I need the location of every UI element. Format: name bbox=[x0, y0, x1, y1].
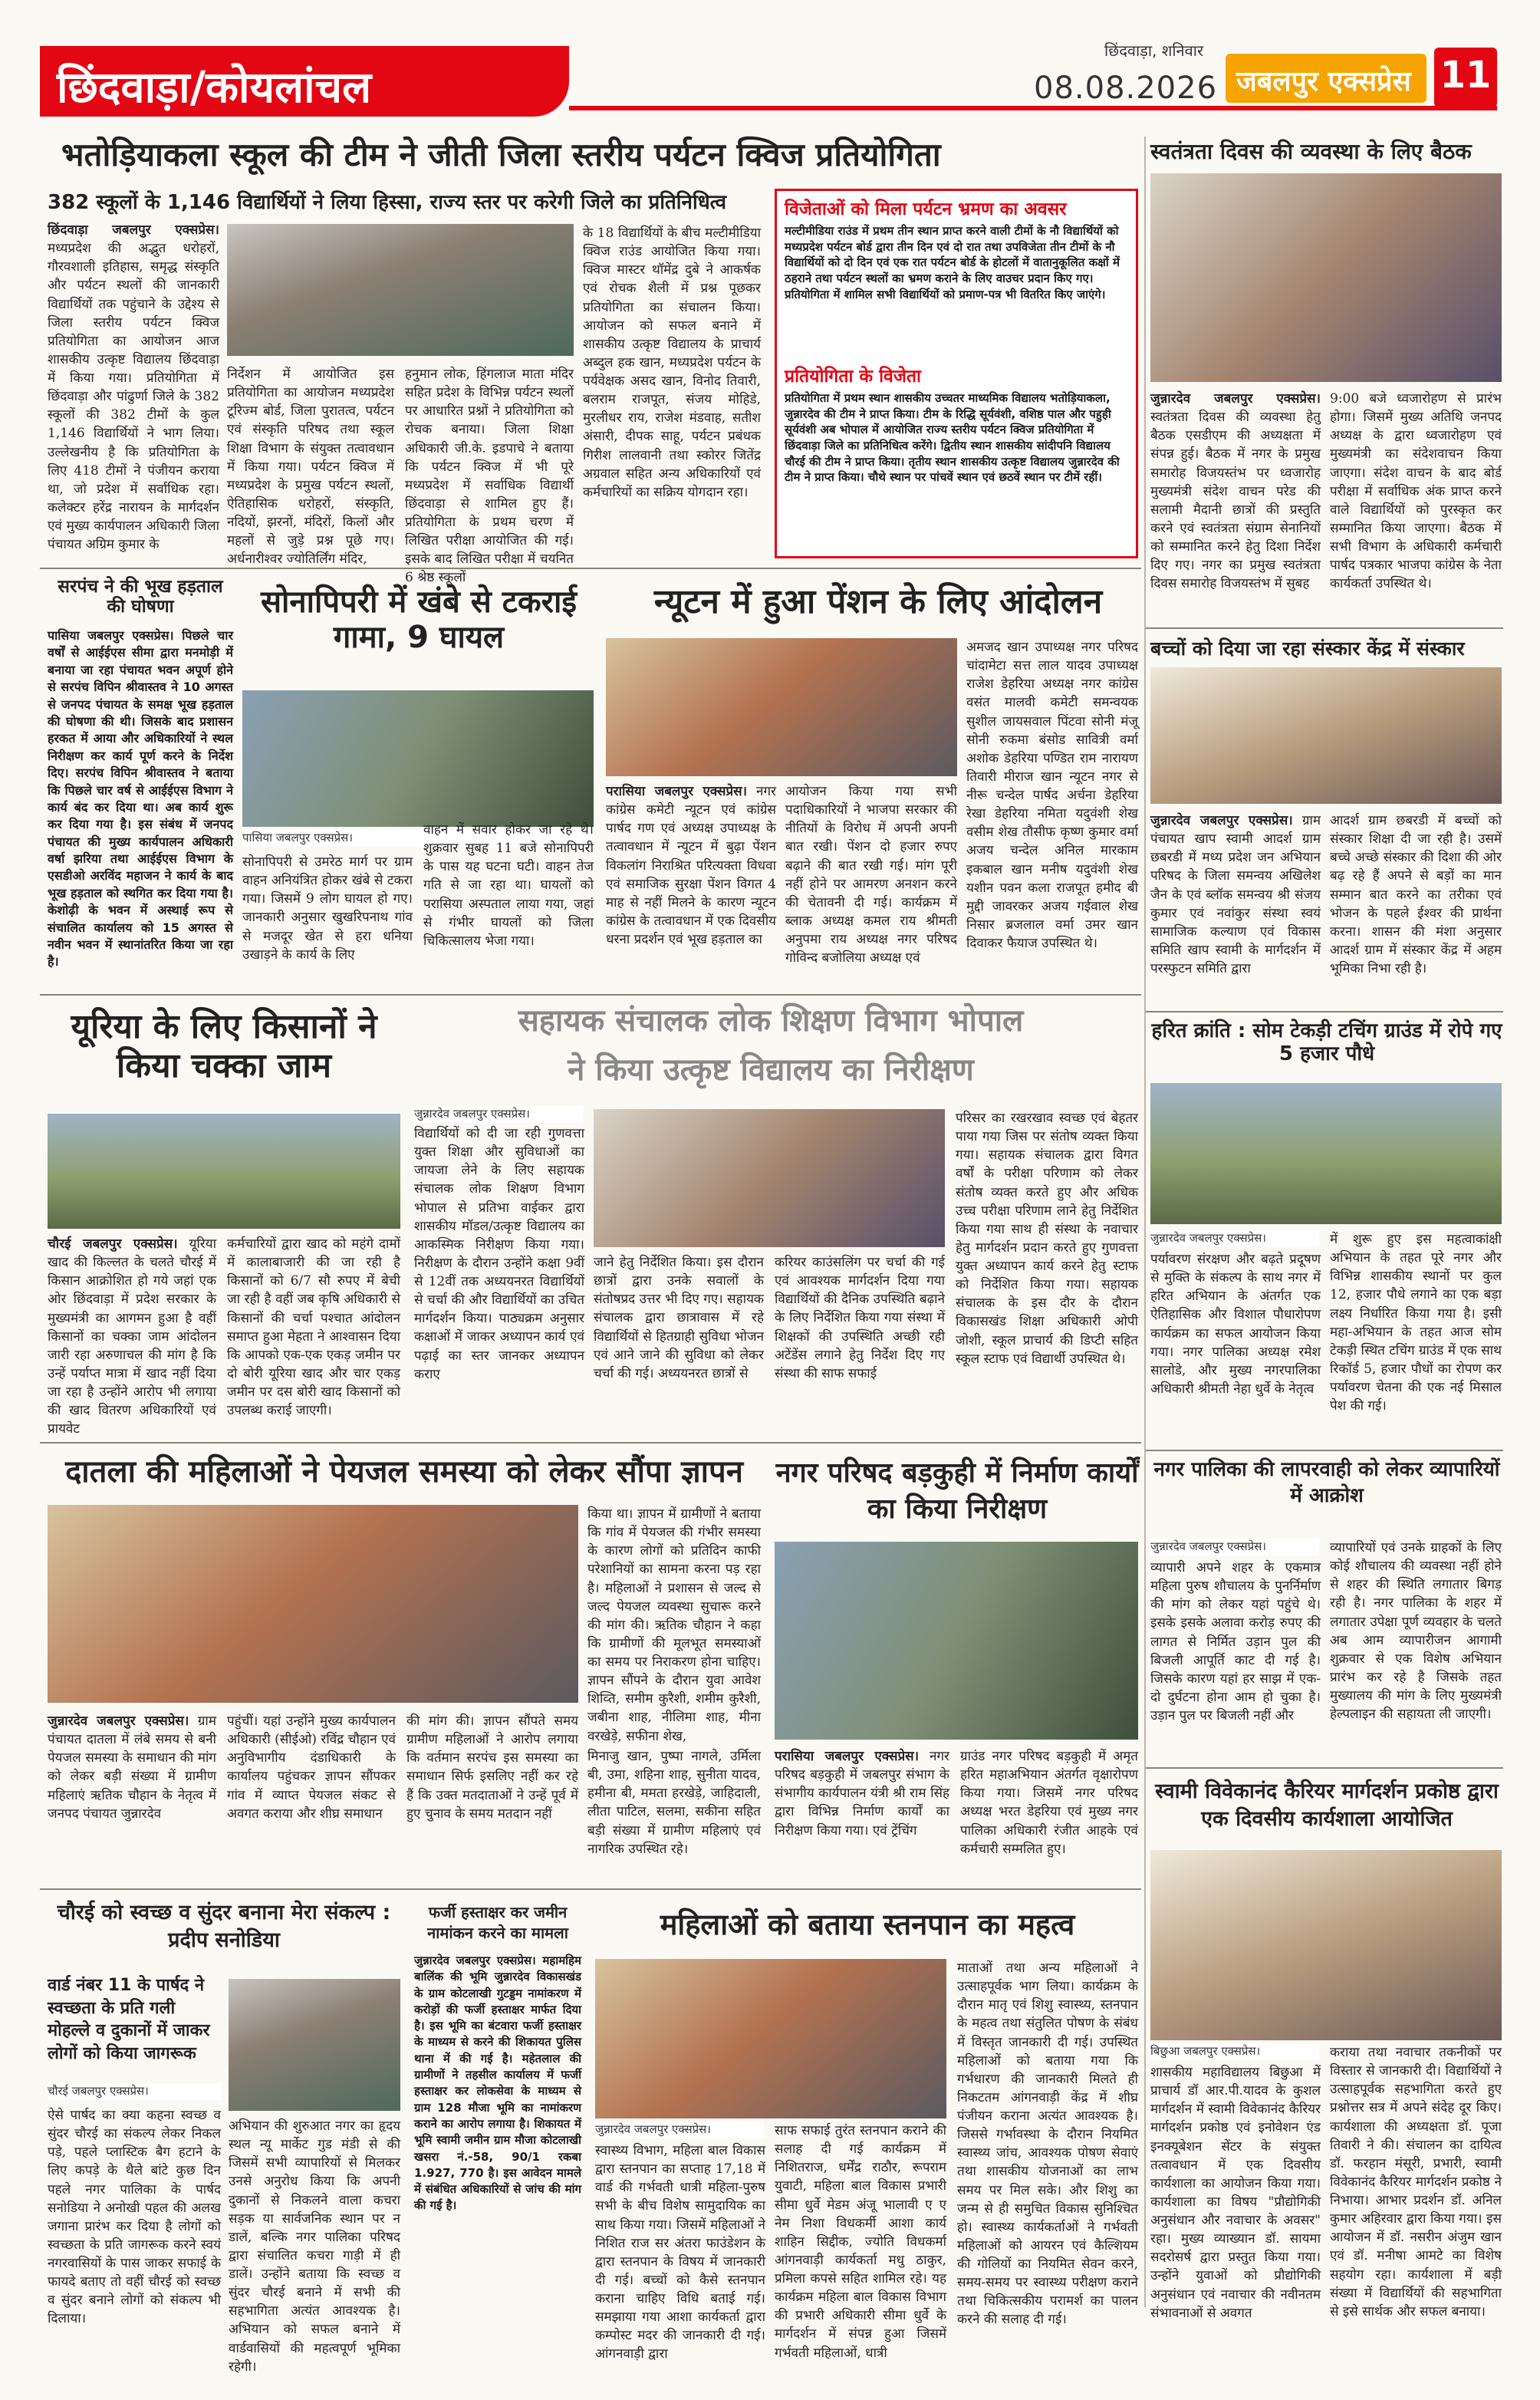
story1-col4: के 18 विद्यार्थियों के बीच मल्टीमीडिया क्विज राउंड आयोजित किया गया। क्विज मास्टर थॉमेंद्र दुबे ने आकर्षक एवं रोचक शैली में प्रश्न पूछकर प्रतियोगिता का संचालन किया। आयोजन को सफल बनाने में शासकीय उत्कृष्ट विद्यालय के प्राचार्य अब्दुल हक खान, मध्यप्रदेश पर्यटन के पर्यवेक्षक असद खान, विनोद तिवारी, बलराम राजपूत, संजय मोहिडे, मुरलीधर राय, राजेश मंडवाह, सतीश अंसारी, दीपक साहू, पर्यटन प्रबंधक गिरीश लालवानी तथा स्कोरर जितेंद्र अग्रवाल सहित अन्य अधिकारियों एवं कर्मचारियों का सक्रिय योगदान रहा। bbox=[583, 226, 761, 500]
swachh-subheadline: वार्ड नंबर 11 के पार्षद ने स्वच्छता के प्रति गली मोहल्ले व दुकानों में जाकर लोगों को किया जागरूक bbox=[48, 1976, 210, 2064]
badkuhi-dateline: परासिया जबलपुर एक्सप्रेस। bbox=[775, 1749, 920, 1764]
datla-col5: मिनाजु खान, पुष्पा नागले, उर्मिला बी, उमा, शहिना शाह, सुनीता यादव, हमीना बी, ममता हरखेड़े, जाहिदाली, लीता पाटिल, सलमा, सकीना सहित बड़ी संख्या में ग्रामीण महिलाएं एवं नागरिक उपस्थित रहे। bbox=[587, 1749, 761, 1857]
swatantrata-col1 bbox=[1150, 390, 1321, 620]
datla-col3: की मांग की। ज्ञापन सौंपते समय ग्रामीण महिलाओं ने आरोप लगाया कि वर्तमान सरपंच इस समस्या का समाधान सिर्फ इसलिए नहीं कर रहे हैं कि उक्त मतदाताओं ने उन्हें पूर्व में हुए चुनाव के समय मतदान नहीं bbox=[406, 1714, 578, 1822]
rule bbox=[40, 568, 1141, 569]
badkuhi-col2: ग्राउंड नगर परिषद बड़कुही में अमृत हरित महाअभियान अंतर्गत वृक्षारोपण किया गया। जिसमें नगर परिषद अध्यक्ष भरत डेहरिया एवं मुख्य नगर पालिका अधिकारी रंजीत आहके एवं कर्मचारी सम्मलित हुए। bbox=[960, 1749, 1138, 1857]
stanpan-col3: माताओं तथा अन्य महिलाओं ने उत्साहपूर्वक भाग लिया। कार्यक्रम के दौरान मातृ एवं शिशु स्वास्थ्य, स्तनपान के महत्व तथा संतुलित पोषण के संबंध में विस्तृत जानकारी दी गई। उपस्थित महिलाओं को बताया गया कि गर्भधारण की जानकारी मिलते ही निकटतम आंगनवाड़ी केंद्र में शीघ्र पंजीयन कराना अत्यंत आवश्यक है। जिससे गर्भावस्था के दौरान नियमित स्वास्थ्य जांच, आवश्यक पोषण सेवाएं तथा शासकीय योजनाओं का लाभ समय पर मिल सके। और शिशु का जन्म से ही समुचित विकास सुनिश्चित हो। स्वास्थ्य कार्यकर्ताओं ने गर्भवती महिलाओं को आयरन एवं कैल्शियम की गोलियों का नियमित सेवन करने, समय-समय पर स्वास्थ्य परीक्षण कराने तथा चिकित्सकीय परामर्श का पालन करने की सलाह दी गई। bbox=[957, 1960, 1138, 2328]
swachh-photo bbox=[229, 1979, 400, 2111]
page-number: 11 bbox=[1434, 48, 1497, 107]
paper-name: जबलपुर एक्सप्रेस bbox=[1226, 54, 1426, 103]
newton-col1-text: नगर कांग्रेस कमेटी न्यूटन एवं कांग्रेस पार्षद गण एवं अध्यक्ष उपाध्यक्ष के तत्वावधान में न्यूटन में बुढ़ा पेंशन विकलांग निराश्रित परित्यक्ता विधवा एवं समाजिक सुरक्षा पेंशन विगत 4 माह से नहीं मिलने के कारण न्यूटन कांग्रेस के तत्वावधान में एक दिवसीय धरना प्रदर्शन एवं भूख हड़ताल का bbox=[606, 784, 776, 947]
newton-photo bbox=[606, 638, 957, 776]
swachh-col2: अभियान की शुरुआत नगर का हृदय स्थल न्यू मार्केट गुड मंडी से की जिसमें सभी व्यापारियों से मिलकर उनसे अनुरोध किया कि अपनी दुकानों से निकलने वाला कचरा सड़क या सार्वजनिक स्थान पर न डालें, बल्कि नगर पालिका परिषद द्वारा संचालित कचरा गाड़ी में ही डालें। उन्होंने बताया कि स्वच्छ व सुंदर चौरई बनाने में सभी की सहभागिता अत्यंत आवश्यक है। अभियान को सफल बनाने में वार्डवासियों की महत्वपूर्ण भूमिका रहेगी। bbox=[229, 2119, 400, 2375]
prize-title-1: विजेताओं को मिला पर्यटन भ्रमण का अवसर bbox=[785, 199, 1067, 219]
yuria-photo bbox=[48, 1114, 400, 1229]
farzi-dateline: जुन्नारदेव जबलपुर एक्सप्रेस। bbox=[414, 1954, 536, 1967]
sonapipri-headline: सोनापिपरी में खंबे से टकराई गामा, 9 घायल bbox=[261, 584, 577, 655]
vivekanand-headline: स्वामी विवेकानंद कैरियर मार्गदर्शन प्रकोष्ठ द्वारा एक दिवसीय कार्यशाला आयोजित bbox=[1155, 1779, 1499, 1832]
story1-headline: भतोड़ियाकला स्कूल की टीम ने जीती जिला स्तरीय पर्यटन क्विज प्रतियोगिता bbox=[61, 136, 941, 173]
datla-photo bbox=[48, 1505, 578, 1703]
story1-col3: हनुमान लोक, हिंगलाज माता मंदिर सहित प्रदेश के विभिन्न पर्यटन स्थलों पर आधारित प्रश्नों ने प्रतियोगिता को रोचक बनाया। जिला शिक्षा अधिकारी जी.के. इडपाचे ने बताया कि पर्यटन क्विज में भी पूरे मध्यप्रदेश में सर्वाधिक विद्यार्थी छिंदवाड़ा से शामिल हुए हैं। प्रतियोगिता के प्रथम चरण में लिखित परीक्षा आयोजित की गई। इसके बाद लिखित परीक्षा में चयनित 6 श्रेष्ठ स्कूलों bbox=[405, 367, 574, 586]
datla-col1-text: ग्राम पंचायत दातला में लंबे समय से बनी पेयजल समस्या के समाधान की मांग को लेकर बड़ी संख्या में ग्रामीण महिलाएं ऋतिक चौहान के नेतृत्व में जनपद पंचायत जुन्नारदेव bbox=[48, 1714, 216, 1822]
farzi-body bbox=[414, 1953, 581, 2307]
sanskar-photo bbox=[1150, 667, 1502, 804]
bhook-body bbox=[48, 627, 233, 980]
rule bbox=[1146, 1450, 1503, 1451]
rule bbox=[40, 994, 1141, 996]
lapravahi-col1: व्यापारी अपने शहर के एकमात्र महिला पुरुष शौचालय के पुनर्निर्माण की मांग को लेकर यहां पहुंचे थे। इसके इसके अलावा करोड़ रुपए की लागत से निर्मित उड़ान पुल की बिजली आपूर्ति काट दी गई है। जिसके कारण यहां हर साझ में एक-दो दुर्घटना होना आम हो चुका है। उड़ान पुल पर बिजली नहीं और bbox=[1150, 1560, 1321, 1723]
sahayak-col4: परिसर का रखरखाव स्वच्छ एवं बेहतर पाया गया जिस पर संतोष व्यक्त किया गया। सहायक संचालक द्वारा विगत वर्षों के परीक्षा परिणाम को लेकर संतोष व्यक्त करते हुए और अधिक उच्च परीक्षा परिणाम लाने हेतु निर्देशित किया गया साथ ही संस्था के नवाचार हेतु मार्गदर्शन प्रदान करते हुए गुणवत्ता युक्त अध्यापन कार्य करने हेतु स्टाफ को निर्देशित किया गया। सहायक संचालक के इस दौर के दौरान विकासखंड शिक्षा अधिकारी ओपी जोशी, स्कूल प्राचार्य की डिप्टी सहित स्कूल स्टाफ एवं विद्यार्थी उपस्थित थे। bbox=[956, 1111, 1138, 1367]
swachh-headline: चौरई को स्वच्छ व सुंदर बनाना मेरा संकल्प : प्रदीप सनोडिया bbox=[57, 1901, 391, 1953]
vivekanand-col1: शासकीय महाविद्यालय बिछुआ में प्राचार्य डॉ आर.पी.यादव के कुशल मार्गदर्शन में स्वामी विवेकानंद कैरियर मार्गदर्शन प्रकोष्ठ एवं इनोवेशन एंड इनक्यूबेशन सेंटर के संयुक्त तत्वावधान में एक दिवसीय कार्यशाला का आयोजन किया गया। कार्यशाला का विषय "प्रौद्योगिकी अनुसंधान और नवाचार के अवसर" रहा। मुख्य व्याख्यान डॉ. सायमा सदरोसर्ष द्वारा प्रस्तुत किया गया। उन्होंने युवाओं को प्रौद्योगिकी अनुसंधान एवं नवाचार की नवीनतम संभावनाओं से अवगत bbox=[1150, 2065, 1321, 2321]
yuria-col2: कर्मचारियों द्वारा खाद को महंगे दामों में कालाबाजारी की जा रही है किसानों को 6/7 सौ रुपए में बेची जा रही है वहीं जब कृषि अधिकारी से किसानों की चर्चा पश्चात आंदोलन समाप्त हुआ मेहता ने आश्वासन दिया कि आपको एक-एक एकड़ जमीन पर दो बोरी यूरिया खाद और चार एकड़ जमीन पर दस बोरी खाद किसानों को उपलब्ध कराई जाएगी। bbox=[227, 1236, 400, 1419]
yuria-col1-text: यूरिया खाद की किल्लत के चलते चौरई में किसान आक्रोशित हो गये जहां एक ओर छिंदवाड़ा में प्रदेश सरकार के मुख्यमंत्री का आगमन हुआ है वहीं किसानों का चक्का जाम आंदोलन जारी रहा अरुणाचल की मांग है कि उन्हें पर्याप्त मात्रा में खाद नहीं दिया जा रहा है उन्होंने आरोप भी लगाया की खाद वितरण अधिकारियों एवं प्रायवेट bbox=[48, 1236, 216, 1437]
story1-photo bbox=[227, 224, 574, 356]
story1-subheadline: 382 स्कूलों के 1,146 विद्यार्थियों ने लिया हिस्सा, राज्य स्तर पर करेगी जिले का प्रतिनिधित्व bbox=[48, 191, 727, 214]
newton-col1 bbox=[606, 782, 776, 983]
vivekanand-col2: कराया तथा नवाचार तकनीकों पर विस्तार से जानकारी दी। विद्यार्थियों ने उत्साहपूर्वक सहभागिता करते हुए प्रश्नोत्तर सत्र में अपने संदेह दूर किए। कार्यशाला की अध्यक्षता डॉ. पूजा तिवारी ने की। संचालन का दायित्व डॉ. फरहान मंसूरी, प्रभारी, स्वामी विवेकानंद कैरियर मार्गदर्शन प्रकोष्ठ ने निभाया। आभार प्रदर्शन डॉ. अनिल कुमार अहिरवार द्वारा किया गया। इस आयोजन में डॉ. नसरीन अंजुम खान एवं डॉ. मनीषा आमटे का विशेष सहयोग रहा। कार्यशाला में बड़ी संख्या में विद्यार्थियों की सहभागिता से इसे सार्थक और सफल बनाया। bbox=[1330, 2045, 1502, 2319]
rule bbox=[1146, 1011, 1503, 1012]
rule bbox=[40, 1888, 1141, 1890]
edition-date: 08.08.2026 bbox=[1034, 71, 1218, 106]
prize-title-2: प्रतियोगिता के विजेता bbox=[785, 367, 921, 387]
stanpan-photo bbox=[595, 1959, 946, 2119]
datla-headline: दातला की महिलाओं ने पेयजल समस्या को लेकर सौंपा ज्ञापन bbox=[65, 1454, 743, 1490]
header-rule bbox=[569, 106, 1497, 110]
sanskar-col1 bbox=[1150, 812, 1321, 999]
swachh-dateline: चौरई जबलपुर एक्सप्रेस। bbox=[48, 2083, 221, 2100]
sanskar-dateline: जुन्नारदेव जबलपुर एक्सप्रेस। bbox=[1150, 813, 1293, 828]
sahayak-photo bbox=[594, 1109, 945, 1247]
newton-headline: न्यूटन में हुआ पेंशन के लिए आंदोलन bbox=[653, 582, 1103, 621]
farzi-headline: फर्जी हस्ताक्षर कर जमीन नामांकन करने का मामला bbox=[427, 1903, 568, 1942]
harit-caption: जुन्नारदेव जबलपुर एक्सप्रेस। bbox=[1150, 1230, 1319, 1247]
rule bbox=[1146, 627, 1503, 629]
prize-text-1: मल्टीमीडिया राउंड में प्रथम तीन स्थान प्राप्त करने वाली टीमों के नौ विद्यार्थियों को मध्यप्रदेश पर्यटन बोर्ड द्वारा तीन दिन एवं दो रात तथा उपविजेता तीन टीमों के नौ विद्यार्थियों को दो दिन एवं एक रात पर्यटन बोर्ड के होटलों में वातानुकूलित कक्षों में ठहराने तथा पर्यटन स्थलों का भ्रमण कराने के लिए वाउचर प्रदान किए गए। प्रतियोगिता में शामिल सभी विद्यार्थियों को प्रमाण-पत्र भी वितरित किए जाएंगे। bbox=[785, 224, 1120, 301]
stanpan-col2: साफ सफाई तुरंत स्तनपान कराने की सलाह दी गई कार्यक्रम में निशितराज, धर्मेंद्र राठौर, रूपराम युवाटी, महिला बाल विकास प्रभारी सीमा धुर्वे मेडम अंजू भालावी ए ए नेम निशा विधकर्मी आशा कार्य शाहिन सिद्दीक, ज्योति विधकर्मा आंगनवाड़ी कार्यकर्ता मधु ठाकुर, प्रमिला कपसे सहित शामिल रहे। यह कार्यक्रम महिला बाल विकास विभाग की प्रभारी अधिकारी सीमा धुर्वे के मार्गदर्शन में संपन्न हुआ जिसमें गर्भवती महिलाओं, धात्री bbox=[775, 2123, 946, 2361]
stanpan-caption: जुन्नारदेव जबलपुर एक्सप्रेस। bbox=[595, 2122, 764, 2138]
sanskar-col1-text: ग्राम पंचायत खाप स्वामी आदर्श ग्राम छबरडी में मध्य प्रदेश जन अभियान परिषद के जिला समन्वय अखिलेश जैन के एवं ब्लॉक समन्वय श्री संजय कुमार एवं नवांकुर संस्था स्वयं सामाजिक कल्याण एवं विकास समिति खाप स्वामी के मार्गदर्शन में परस्फुटन समिति द्वारा bbox=[1150, 813, 1321, 976]
newton-col2: आयोजन किया गया सभी पदाधिकारियों ने भाजपा सरकार की नीतियों के विरोध में अपनी अपनी बात रखी। पेंशन दो हजार रुपए बढ़ाने की बात रखी गई। मांग पूरी नहीं होने पर आमरण अनशन करने की चेतावनी दी गई। कार्यक्रम में ब्लाक अध्यक्ष कमल राय श्रीमती अनुपमा राय अध्यक्ष नगर परिषद गोविन्द बजोलिया अध्यक्ष एवं bbox=[785, 784, 957, 966]
datla-col1 bbox=[48, 1712, 216, 1885]
bhook-text: पिछले चार वर्षों से आईईएस सीमा द्वारा मनमोड़ी में बनाया जा रहा पंचायत भवन अपूर्ण होने से सरपंच विपिन श्रीवास्तव ने 10 अगस्त से जनपद पंचायत के समक्ष भूख हड़ताल की घोषणा की थी। जिसके बाद प्रशासन हरकत में आया और अधिकारियों ने स्थल निरीक्षण कर कार्य पूर्ण करने के निर्देश दिए। सरपंच विपिन श्रीवास्तव ने बताया कि पिछले चार वर्ष से आईईएस विभाग ने कार्य बंद कर दिया था। अब कार्य शुरू कर दिया गया है। इस संबंध में जनपद पंचायत की मुख्य कार्यपालन अधिकारी वर्षा झरिया तथा आईईएस विभाग के एसडीओ अरविंद महाजन ने कार्य के बाद भूख हड़ताल को स्थगित कर दिया गया है। केशोढ़ी के भवन में अस्थाई रूप से संचालित कार्यालय को 15 अगस्त से नवीन भवन में स्थानांतरित किया जा रहा है। bbox=[48, 628, 233, 970]
harit-photo bbox=[1150, 1083, 1502, 1224]
vivekanand-dateline: बिछुआ जबलपुर एक्सप्रेस। bbox=[1150, 2043, 1319, 2060]
lapravahi-col2: व्यापारियों एवं उनके ग्राहकों के लिए कोई शौचालय की व्यवस्था नहीं होने से शहर की स्थिति लगातार बिगड़ रही है। नगर पालिका के शहर में लगातार उपेक्षा पूर्ण व्यवहार के चलते अब आम व्यापारीजन आगामी शुक्रवार से एक विशेष अभियान प्रारंभ कर रहे है जिसके तहत मुख्यालय की मांग के लिए मुख्यमंत्री हेल्पलाइन की सहायता ली जाएगी। bbox=[1330, 1540, 1502, 1723]
datla-col4: किया था। ज्ञापन में ग्रामीणों ने बताया कि गांव में पेयजल की गंभीर समस्या के कारण लोगों को प्रतिदिन काफी परेशानियों का सामना करना पड़ रहा है। महिलाओं ने प्रशासन से जल्द से जल्द पेयजल व्यवस्था सुचारू करने की मांग की। ऋतिक चौहान ने कहा कि ग्रामीणों की मूलभूत समस्याओं का समय पर निराकरण होना चाहिए। ज्ञापन सौंपने के दौरान युवा आवेश शिव्ति, समीम कुरैशी, शमीम कुरैशी, जबीना शाह, नीलिमा शाह, मीना वरखेड़े, सफीना शेख, bbox=[587, 1506, 761, 1744]
sonapipri-photo bbox=[242, 690, 594, 827]
badkuhi-col1-text: नगर परिषद बड़कुही में जबलपुर संभाग के संभागीय कार्यपालन यंत्री श्री राम सिंह द्वारा विभिन्न निर्माण कार्यों का निरीक्षण किया गया। एवं ट्रेंचिंग bbox=[775, 1749, 949, 1839]
sanskar-headline: बच्चों को दिया जा रहा संस्कार केंद्र में संस्कार bbox=[1150, 637, 1465, 660]
rule bbox=[1146, 1767, 1503, 1769]
rule bbox=[40, 1442, 1141, 1444]
badkuhi-col1 bbox=[775, 1747, 949, 1885]
swatantrata-col2: 9:00 बजे ध्वजारोहण से प्रारंभ होगा। जिसमें मुख्य अतिथि जनपद अध्यक्ष के द्वारा ध्वजारोहण एवं मुख्यमंत्री का संदेशवाचन किया जाएगा। संदेश वाचन के बाद बोर्ड परीक्षा में सर्वाधिक अंक प्राप्त करने वाले विद्यार्थियों को पुरस्कृत कर सम्मानित किया जाएगा। बैठक में सभी विभाग के अधिकारी कर्मचारी पार्षद पत्रकार भाजपा कांग्रेस के नेता कार्यकर्ता उपस्थित थे। bbox=[1330, 391, 1502, 592]
yuria-col1 bbox=[48, 1235, 216, 1437]
sonapipri-col2: वाहन में सवार होकर जा रहे थे। शुक्रवार सुबह 11 बजे सोनापिपरी के पास यह घटना घटी। वाहन तेज गति से जा रहा था। घायलों को परासिया अस्पताल लाया गया, जहां से गंभीर घायलों को जिला चिकित्सालय भेजा गया। bbox=[423, 822, 594, 949]
section-title: छिंदवाड़ा/कोयलांचल bbox=[40, 46, 569, 117]
newton-caption: परासिया जबलपुर एक्सप्रेस। bbox=[606, 784, 748, 799]
prize-box bbox=[775, 189, 1138, 558]
sonapipri-col1: सोनापिपरी से उमरेठ मार्ग पर ग्राम वाहन अनियंत्रित होकर खंबे से टकरा गया। जिसमें 9 लोग घायल हो गए। जानकारी अनुसार खुखरिपनाथ गांव से मजदूर खेत से हरा धनिया उखाड़ने के कार्य के लिए bbox=[242, 854, 413, 963]
sonapipri-caption: पासिया जबलपुर एक्सप्रेस। bbox=[242, 830, 594, 847]
swatantrata-col1-text: स्वतंत्रता दिवस की व्यवस्था हेतु बैठक एसडीएम की अध्यक्षता में संपन्न हुई। बैठक में नगर के प्रमुख समारोह विजयस्तंभ पर ध्वजारोह मुख्यमंत्री संदेश वाचन परेड की सलामी मैदानी छात्रों की प्रस्तुति करने एवं स्वतंत्रता संग्राम सेनानियों को सम्मानित करने हेतु दिशा निर्देश दिए गए। नगर का प्रमुख स्वतंत्रता दिवस समारोह विजयस्तंभ में सुबह bbox=[1150, 410, 1321, 592]
newton-col3: अमजद खान उपाध्यक्ष नगर परिषद चांदामेटा सत्त लाल यादव उपाध्यक्ष राजेश डेहरिया अध्यक्ष नगर कांग्रेस वसंत मालवी कमेटी समन्वयक सुशील जायसवाल पिंटवा सोनी मंजू सोनी रुकमा बंसोड सावित्री वर्मा अशोक डेहरिया पण्डित राम नारायण तिवारी मीराज खान न्यूटन नगर से नीरू चन्देल पार्षद अर्चना डेहरिया रेखा डेहरिया नमिता यदुवंशी शेख वसीम शेख तौसीफ कृष्ण कुमार वर्मा अजय चन्देल अनिल मारकाम इकबाल खान मनीष यदुवंशी शेख यशीन पवन कला राजपूत हमीद बी मुद्दी जावरकर अजय गईवाल शेख निसार ब्रजलाल वर्मा उमर खान दिवाकर फैयाज उपस्थित थे। bbox=[966, 640, 1138, 951]
sahayak-headline-1: सहायक संचालक लोक शिक्षण विभाग भोपाल bbox=[518, 1003, 1024, 1039]
sahayak-col3: करियर काउंसलिंग पर चर्चा की गई एवं आवश्यक मार्गदर्शन दिया गया विद्यार्थियों की दैनिक उपस्थिति बढ़ाने के लिए निर्देशित किया गया संस्था में शिक्षकों की उपस्थिति अच्छी रही अटेंडेंस लगाने हेतु निर्देश दिए गए संस्था की साफ सफाई bbox=[775, 1255, 945, 1381]
lapravahi-headline: नगर पालिका की लापरवाही को लेकर व्यापारियों में आक्रोश bbox=[1153, 1458, 1500, 1507]
datla-dateline: जुन्नारदेव जबलपुर एक्सप्रेस। bbox=[48, 1714, 189, 1729]
yuria-headline: यूरिया के लिए किसानों ने किया चक्का जाम bbox=[71, 1007, 377, 1085]
farzi-text: महामहिम बालिंक की भूमि जुन्नारदेव विकासखंड के ग्राम कोटलाखी गुटड्डम नामांकरण में करोड़ों की फर्जी हस्ताक्षर मार्फत दिया है। इस भूमि का बंटवारा फर्जी हस्ताक्षर के माध्यम से करने की शिकायत पुलिस थाना में की गई है। महेतलाल की ग्रामीणों ने तहसील कार्यालय में फर्जी हस्ताक्षर कर लोकसेवा के माध्यम से ग्राम 128 मौजा भूमि का नामांकरण कराने का आरोप लगाया है। शिकायत में भूमि स्वामी जमीन ग्राम मौजा कोटलाखी खसरा नं.-58, 90/1 रकबा 1.927, 770 है। इस आवेदन मामले में संबंधित अधिकारियों से जांच की मांग की गई है। bbox=[414, 1954, 581, 2213]
harit-col2: में शुरू हुए इस महत्वाकांक्षी अभियान के तहत पूरे नगर और विभिन्न शासकीय स्थानों पर कुल 12, हजार पौधे लगाने का एक बड़ा लक्ष्य निर्धारित किया गया है। इसी महा-अभियान के तहत आज सोम टेकड़ी स्थित टचिंग ग्राउंड में एक साथ रिकॉर्ड 5, हजार पौधों का रोपण कर पर्यावरण चेतना की एक नई मिसाल पेश की गई। bbox=[1330, 1232, 1502, 1414]
harit-headline: हरित क्रांति : सोम टेकड़ी टचिंग ग्राउंड में रोपे गए 5 हजार पौधे bbox=[1151, 1019, 1502, 1065]
stanpan-headline: महिलाओं को बताया स्तनपान का महत्व bbox=[660, 1908, 1075, 1941]
column-rule bbox=[1144, 137, 1146, 2307]
lapravahi-dateline: जुन्नारदेव जबलपुर एक्सप्रेस। bbox=[1150, 1539, 1319, 1556]
vivekanand-photo bbox=[1150, 1850, 1502, 2040]
story1-col1 bbox=[48, 221, 219, 552]
swatantrata-dateline: जुन्नारदेव जबलपुर एक्सप्रेस। bbox=[1150, 391, 1321, 407]
badkuhi-headline: नगर परिषद बड़कुही में निर्माण कार्यों का किया निरीक्षण bbox=[775, 1457, 1139, 1525]
yuria-dateline: चौरई जबलपुर एक्सप्रेस। bbox=[48, 1236, 178, 1252]
sahayak-caption: जुन्नारदेव जबलपुर एक्सप्रेस। bbox=[414, 1106, 583, 1123]
bhook-headline: सरपंच ने की भूख हड़ताल की घोषणा bbox=[58, 577, 223, 617]
sahayak-headline-2: ने किया उत्कृष्ट विद्यालय का निरीक्षण bbox=[568, 1052, 974, 1088]
story1-col2: निर्देशन में आयोजित इस प्रतियोगिता का आयोजन मध्यप्रदेश टूरिज्म बोर्ड, जिला पुरातत्व, पर्यटन एवं संस्कृति परिषद तथा स्कूल शिक्षा विभाग के संयुक्त तत्वावधान में किया गया। पर्यटन क्विज में मध्यप्रदेश के प्रमुख पर्यटन स्थलों, ऐतिहासिक धरोहरों, संस्कृति, नदियों, झरनों, मंदिरों, किलों और महलों से जुड़े प्रश्न पूछे गए। अर्धनारीश्वर ज्योतिर्लिंग मंदिर, bbox=[227, 367, 394, 568]
story1-col1-text: मध्यप्रदेश की अद्भुत धरोहरों, गौरवशाली इतिहास, समृद्ध संस्कृति और पर्यटन स्थलों की जानकारी विद्यार्थियों तक पहुंचाने के उद्देश्य से जिला स्तरीय पर्यटन क्विज प्रतियोगिता का आयोजन आज शासकीय उत्कृष्ट विद्यालय छिंदवाड़ा में किया गया। प्रतियोगिता में छिंदवाड़ा और पांढुर्णा जिले के 382 स्कूलों की 382 टीमों के कुल 1,146 विद्यार्थियों ने भाग लिया। उल्लेखनीय है कि प्रतियोगिता के लिए 418 टीमों ने पंजीयन कराया था, जो प्रदेश में सर्वाधिक रहा। कलेक्टर हरेंद्र नारायन के मार्गदर्शन एवं मुख्य कार्यपालन अधिकारी जिला पंचायत अग्रिम कुमार के bbox=[48, 241, 219, 553]
stanpan-col1: स्वास्थ्य विभाग, महिला बाल विकास द्वारा स्तनपान का सप्ताह 17,18 में वार्ड की गर्भवती धात्री महिला-पुरुष सभी के बीच विशेष सामुदायिक का साथ किया गया। जिसमें महिलाओं ने निशित राज सर अंतरा फाउंडेशन के द्वारा स्तनपान के विषय में जानकारी दी गई। बच्चों को कैसे स्तनपान कराना चाहिए विधि बताई गई। समझाया गया आशा कार्यकर्ता द्वारा कम्पोस्ट मदर की जानकारी दी गई। आंगनवाड़ी द्वारा bbox=[595, 2143, 765, 2362]
sahayak-col2: जाने हेतु निर्देशित किया। इस दौरान छात्रों द्वारा उनके सवालों के संतोषप्रद उत्तर भी दिए गए। सहायक संचालक द्वारा छात्रावास में रहे विद्यार्थियों से हितग्राही सुविधा भोजन एवं आने जाने की सुविधा को लेकर चर्चा की गई। अध्ययनरत छात्रों से bbox=[594, 1255, 764, 1381]
harit-col1: पर्यावरण संरक्षण और बढ़ते प्रदूषण से मुक्ति के संकल्प के साथ नगर में हरित अभियान के अंतर्गत एक ऐतिहासिक और विशाल पौधारोपण कार्यक्रम का सफल आयोजन किया गया। नगर पालिका अध्यक्ष रमेश सालोडे, और मुख्य नगरपालिका अधिकारी श्रीमती नेहा धुर्वे के नेतृत्व bbox=[1150, 1252, 1321, 1397]
datla-col2: पहुंचीं। यहां उन्होंने मुख्य कार्यपालन अधिकारी (सीईओ) रविंद्र चौहान एवं अनुविभागीय दंडाधिकारी के कार्यालय पहुंचकर ज्ञापन सौंपकर गांव में व्याप्त पेयजल संकट से अवगत कराया और शीघ्र समाधान bbox=[227, 1714, 396, 1822]
swatantrata-headline: स्वतंत्रता दिवस की व्यवस्था के लिए बैठक bbox=[1150, 139, 1472, 164]
sanskar-col2: आदर्श ग्राम छबरडी में बच्चों को संस्कार शिक्षा दी जा रही है। उसमें बच्चे अच्छे संस्कार की दिशा की ओर बढ़ रहे हैं अपने से बड़ों का मान सम्मान बात करने का तरीका एवं भोजन के पहले ईश्वर की प्रार्थना करना। शासन की मंशा अनुसार आदर्श ग्राम में संस्कार केंद्र में अहम भूमिका निभा रही है। bbox=[1330, 813, 1502, 976]
badkuhi-photo bbox=[775, 1542, 1138, 1740]
story1-dateline: छिंदवाड़ा जबलपुर एक्सप्रेस। bbox=[48, 222, 219, 238]
bhook-dateline: पासिया जबलपुर एक्सप्रेस। bbox=[48, 628, 174, 643]
swachh-col1: ऐसे पार्षद का क्या कहना स्वच्छ व सुंदर चौरई का संकल्प लेकर निकल पड़े, पहले प्लास्टिक बैग हटाने के लिए कपड़े के थैले बांटे कुछ दिन पहले नगर पालिका के पार्षद सनोडिया ने अनोखी पहल की अलख जगाना प्रारंभ कर दिया है लोगों को स्वच्छता के प्रति जागरूक करने स्वयं नगरवासियों के पास जाकर सफाई के फायदे बताए तो वहीं चौरई को स्वच्छ व सुंदर बनाने लोगों को संकल्प भी दिलाया। bbox=[48, 2108, 221, 2327]
place-day: छिंदवाड़ा, शनिवार bbox=[1104, 41, 1204, 60]
swatantrata-photo bbox=[1150, 173, 1502, 382]
sahayak-col1: विद्यार्थियों को दी जा रही गुणवत्ता युक्त शिक्षा और सुविधाओं का जायजा लेने के लिए सहायक संचालक लोक शिक्षण विभाग भोपाल से प्रतिभा वाईकर द्वारा शासकीय मॉडल/उत्कृष्ट विद्यालय का आकस्मिक निरीक्षण किया गया। निरीक्षण के दौरान उन्होंने कक्षा 9वीं से 12वीं तक अध्ययनरत विद्यार्थियों से चर्चा की और विद्यार्थियों का उचित मार्गदर्शन किया। पाठ्यक्रम अनुसार कक्षाओं में जाकर अध्यापन कार्य एवं पढ़ाई का स्तर जानकर अध्यापन कराए bbox=[414, 1126, 584, 1382]
prize-text-2: प्रतियोगिता में प्रथम स्थान शासकीय उच्चतर माध्यमिक विद्यालय भतोड़ियाकला, जुन्नारदेव की टीम ने प्राप्त किया। टीम के रिद्धि सूर्यवंशी, वशिष्ठ पाल और पहुही सूर्यवंशी अब भोपाल में आयोजित राज्य स्तरीय पर्यटन क्विज प्रतियोगिता में छिंदवाड़ा जिले का प्रतिनिधित्व करेंगे। द्वितीय स्थान शासकीय सांदीपनि विद्यालय चौरई की टीम ने प्राप्त किया। तृतीय स्थान शासकीय उत्कृष्ट विद्यालय जुन्नारदेव की टीम ने प्राप्त किया। चौथे स्थान पर पांचवें स्थान एवं छठवें स्थान पर टीमें रहीं। bbox=[785, 391, 1120, 485]
